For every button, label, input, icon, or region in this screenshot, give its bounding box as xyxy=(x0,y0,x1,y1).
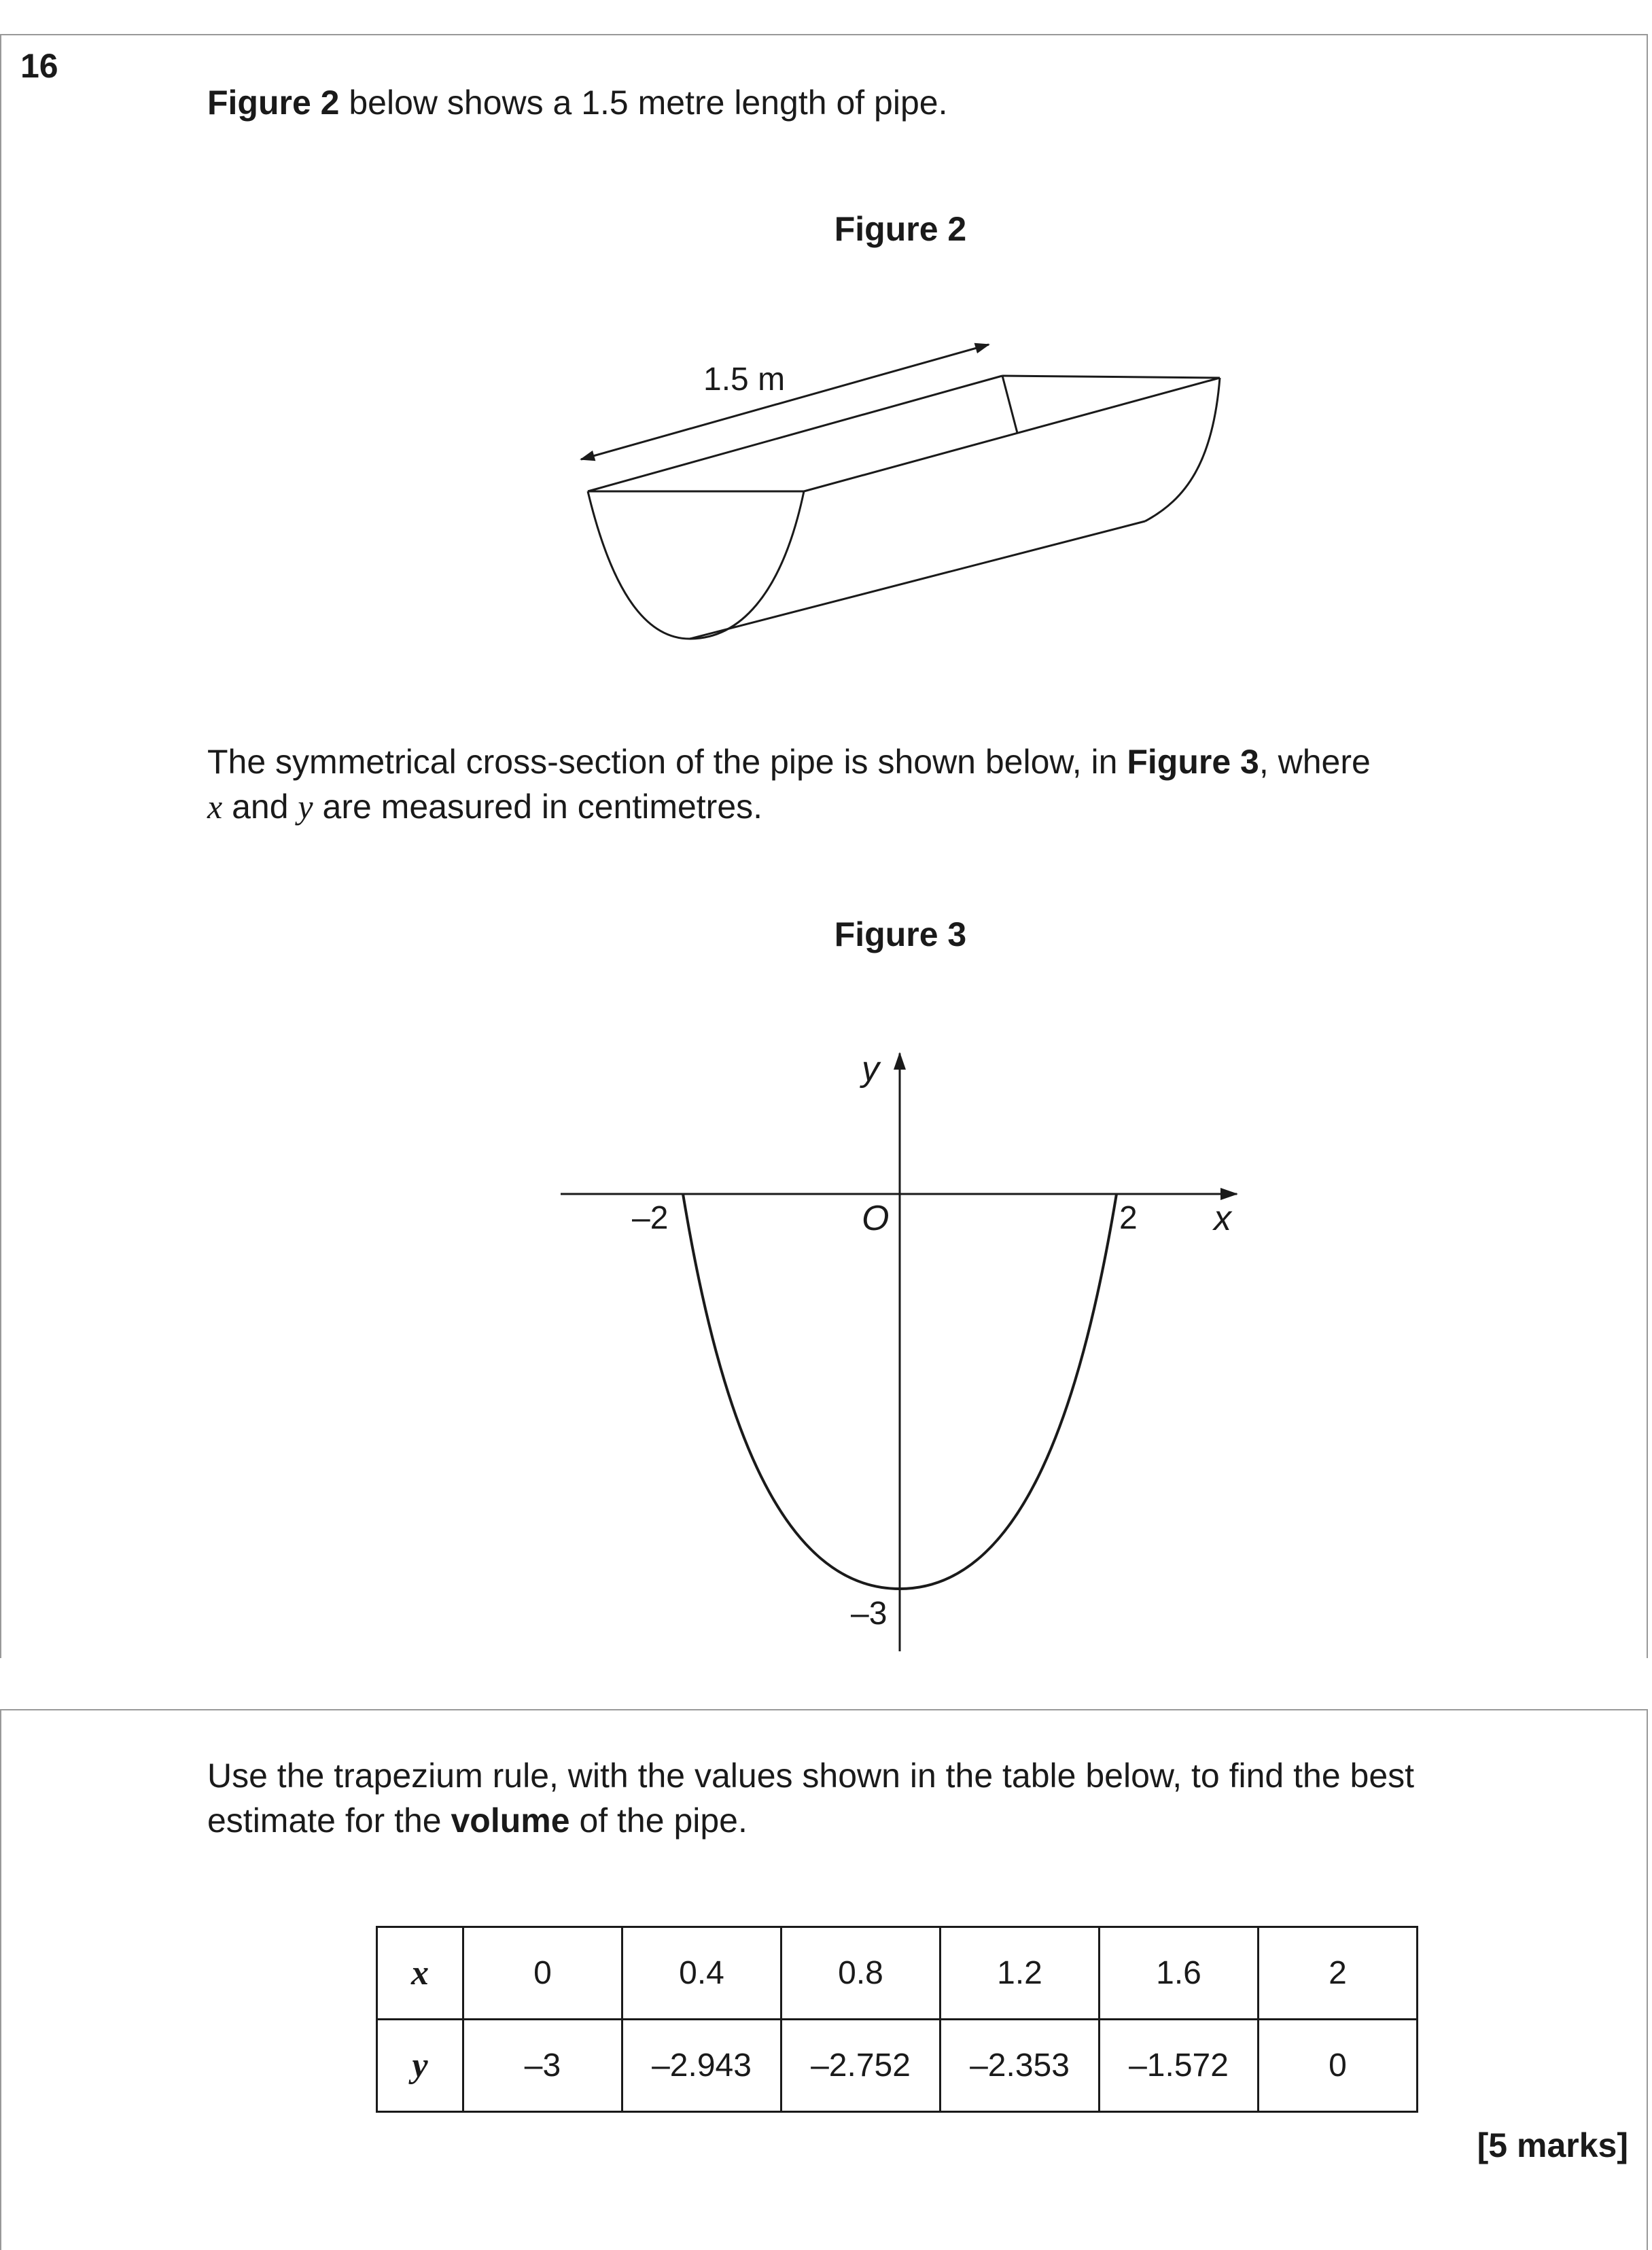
y-value: –3 xyxy=(463,2020,622,2112)
x-value: 1.2 xyxy=(941,1927,1100,2020)
figure2-title: Figure 2 xyxy=(834,210,967,248)
instruction-text xyxy=(207,1753,1414,1843)
var-y: y xyxy=(298,788,313,826)
intro-rest: below shows a 1.5 metre length of pipe. xyxy=(339,84,948,122)
figure2-pipe-diagram xyxy=(564,326,1237,652)
origin-label: O xyxy=(862,1199,890,1238)
cross-section-text xyxy=(207,739,1371,829)
row-x-header: x xyxy=(377,1927,463,2020)
x-value: 0 xyxy=(463,1927,622,2020)
row-y-header: y xyxy=(377,2020,463,2112)
cs-line1-pre: The symmetrical cross-section of the pipe is shown below, in xyxy=(207,743,1127,781)
label-neg2: –2 xyxy=(632,1200,669,1236)
y-value: –2.943 xyxy=(622,2020,781,2112)
intro-text xyxy=(207,80,947,125)
x-value: 0.8 xyxy=(781,1927,941,2020)
instruction-line2-pre: estimate for the xyxy=(207,1801,451,1840)
instruction-line2-post: of the pipe. xyxy=(569,1801,748,1840)
x-value: 0.4 xyxy=(622,1927,781,2020)
label-pos2: 2 xyxy=(1119,1200,1138,1236)
x-axis-label: x xyxy=(1214,1199,1231,1238)
figure3-graph xyxy=(557,1047,1250,1658)
and-text: and xyxy=(222,788,298,826)
volume-bold: volume xyxy=(451,1801,570,1840)
var-x: x xyxy=(207,788,223,826)
instruction-line1: Use the trapezium rule, with the values shown in the table below, to find the best xyxy=(207,1757,1415,1795)
values-table xyxy=(376,1926,1418,2113)
x-value: 1.6 xyxy=(1100,1927,1259,2020)
cs-line2-post: are measured in centimetres. xyxy=(313,788,763,826)
cs-line1-post: , where xyxy=(1259,743,1371,781)
length-label: 1.5 m xyxy=(703,362,786,398)
figure3-title: Figure 3 xyxy=(834,915,967,953)
marks-label: [5 marks] xyxy=(1477,2126,1628,2164)
y-value: –2.353 xyxy=(941,2020,1100,2112)
y-value: 0 xyxy=(1259,2020,1418,2112)
y-value: –1.572 xyxy=(1100,2020,1259,2112)
y-value: –2.752 xyxy=(781,2020,941,2112)
y-axis-label: y xyxy=(862,1049,879,1089)
table-row-y xyxy=(377,2020,1418,2112)
question-number: 16 xyxy=(20,47,58,85)
figure2-ref: Figure 2 xyxy=(207,84,340,122)
x-value: 2 xyxy=(1259,1927,1418,2020)
figure3-ref: Figure 3 xyxy=(1127,743,1259,781)
label-neg3: –3 xyxy=(851,1596,887,1632)
table-row-x xyxy=(377,1927,1418,2020)
